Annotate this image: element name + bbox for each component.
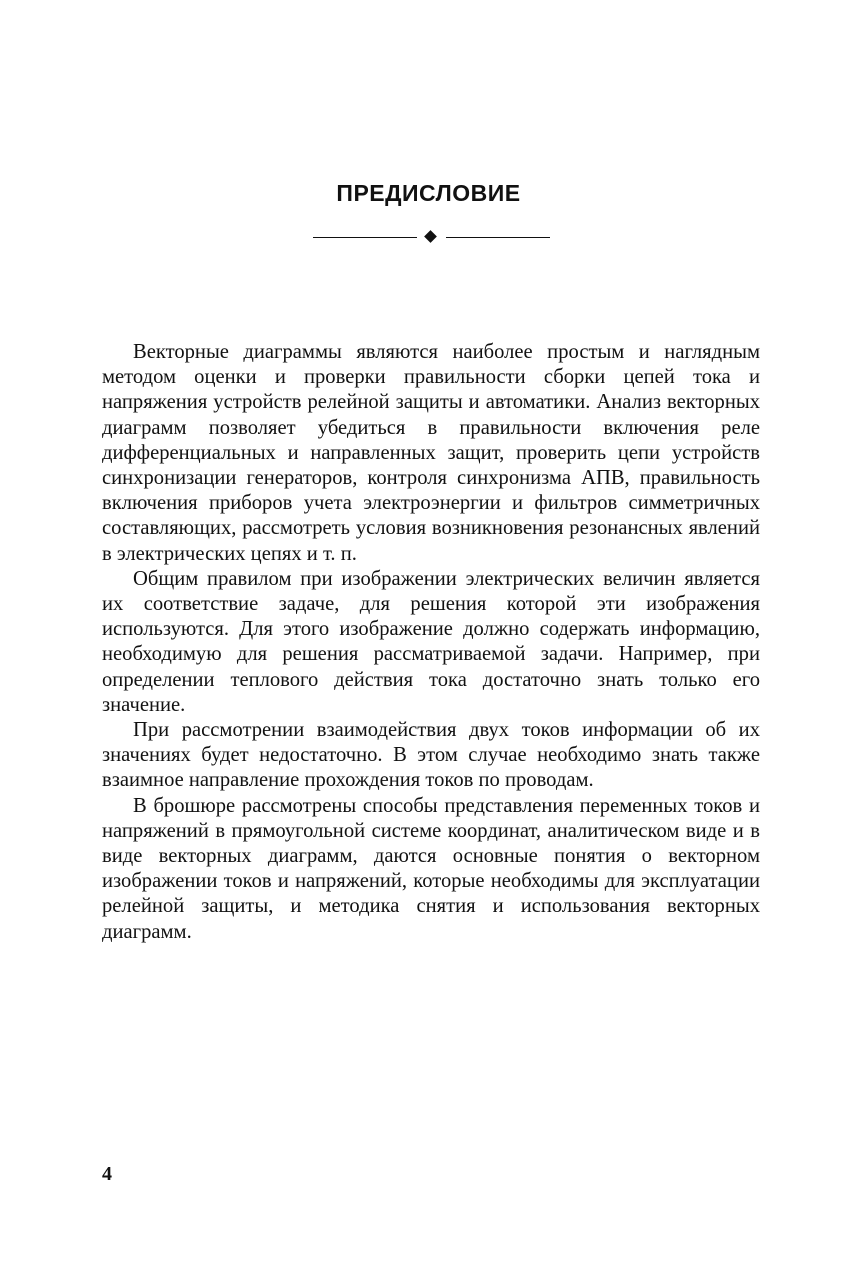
diamond-icon	[424, 230, 437, 243]
paragraph-4: В брошюре рассмотрены способы представления переменных токов и напряжений в прямоугольной системе координат, аналитическом виде и в виде векторных диаграмм, даются основные понятия о векторном изображении токов и напряжений, которые необходимы для эксплуатации релейной защиты, и методика снятия и использования векторных диаграмм.	[102, 794, 760, 943]
page-number: 4	[102, 1163, 112, 1185]
paragraph-2: Общим правилом при изображении электрических величин является их соответствие задаче, для решения которой эти изображения используются. Для этого изображение должно содержать информацию, необходимую для решения рассматриваемой задачи. Например, при определении теплового действия тока достаточно знать только его значение.	[102, 567, 760, 716]
divider-line-right	[446, 237, 550, 238]
paragraph-3: При рассмотрении взаимодействия двух токов информации об их значениях будет недостаточно. В этом случае необходимо знать также взаимное направление прохождения токов по проводам.	[102, 719, 760, 792]
paragraph-1: Векторные диаграммы являются наиболее простым и наглядным методом оценки и проверки правильности сборки цепей тока и напряжения устройств релейной защиты и автоматики. Анализ векторных диаграмм позволяет убедиться в правильности включения реле дифференциальных и направленных защит, проверить цепи устройств синхронизации генераторов, контроля синхронизма АПВ, правильность включения приборов учета электроэнергии и фильтров симметричных составляющих, рассмотреть условия возникновения резонансных явлений в электрических цепях и т. п.	[102, 341, 760, 565]
preface-body	[102, 340, 760, 945]
page-title: ПРЕДИСЛОВИЕ	[336, 180, 521, 206]
title-ornament-divider	[313, 228, 550, 246]
divider-line-left	[313, 237, 417, 238]
